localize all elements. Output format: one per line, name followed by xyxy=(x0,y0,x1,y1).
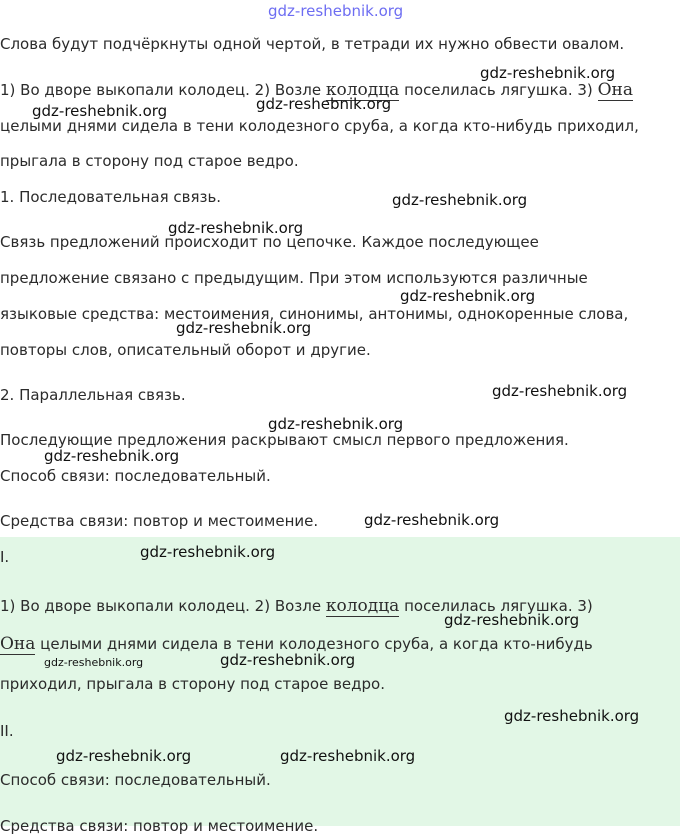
watermark: gdz-reshebnik.org xyxy=(44,656,144,669)
means-text: Средства связи: повтор и местоимение. xyxy=(0,512,319,530)
watermark: gdz-reshebnik.org xyxy=(492,382,628,400)
section-2-means-partial: Средства связи: повтор и местоимение. xyxy=(0,817,319,835)
intro-text: Слова будут подчёркнуты одной чертой, в тетради их нужно обвести овалом. xyxy=(0,35,625,53)
par-line-1: Последующие предложения раскрывают смысл первого предложения. xyxy=(0,431,569,449)
text-part: 1) Во дворе выкопали колодец. 2) Возле xyxy=(0,597,326,615)
seq-heading: 1. Последовательная связь. xyxy=(0,188,222,206)
method-text: Способ связи: последовательный. xyxy=(0,467,271,485)
watermark: gdz-reshebnik.org xyxy=(504,707,640,725)
watermark: gdz-reshebnik.org xyxy=(140,543,276,561)
text-part: 1) Во дворе выкопали колодец. 2) Возле xyxy=(0,81,326,99)
watermark-top: gdz-reshebnik.org xyxy=(268,2,404,20)
seq-line-4: повторы слов, описательный оборот и другие. xyxy=(0,341,371,359)
watermark: gdz-reshebnik.org xyxy=(256,95,392,113)
underlined-word: колодца xyxy=(325,596,400,616)
seq-line-3: языковые средства: местоимения, синонимы, антонимы, однокоренные слова, xyxy=(0,305,629,323)
watermark: gdz-reshebnik.org xyxy=(56,747,192,765)
text-line-3: прыгала в сторону под старое ведро. xyxy=(0,152,299,170)
watermark: gdz-reshebnik.org xyxy=(168,219,304,237)
watermark: gdz-reshebnik.org xyxy=(32,102,168,120)
watermark: gdz-reshebnik.org xyxy=(268,415,404,433)
seq-line-2: предложение связано с предыдущим. При этом используются различные xyxy=(0,269,588,287)
watermark: gdz-reshebnik.org xyxy=(220,651,356,669)
section-1-line-3: приходил, прыгала в сторону под старое ведро. xyxy=(0,675,385,693)
watermark: gdz-reshebnik.org xyxy=(176,319,312,337)
watermark: gdz-reshebnik.org xyxy=(280,747,416,765)
section-2-numeral: II. xyxy=(0,722,14,740)
watermark: gdz-reshebnik.org xyxy=(392,191,528,209)
text-part: поселилась лягушка. 3) xyxy=(399,597,593,615)
section-1-numeral: I. xyxy=(0,548,10,566)
underlined-word: колодца xyxy=(325,80,400,100)
seq-line-1: Связь предложений происходит по цепочке. Каждое последующее xyxy=(0,233,539,251)
watermark: gdz-reshebnik.org xyxy=(480,64,616,82)
watermark: gdz-reshebnik.org xyxy=(44,447,180,465)
par-heading: 2. Параллельная связь. xyxy=(0,386,186,404)
text-part: целыми днями сидела в тени колодезного сруба, а когда кто-нибудь xyxy=(35,635,593,653)
section-2-method: Способ связи: последовательный. xyxy=(0,771,271,789)
watermark: gdz-reshebnik.org xyxy=(364,511,500,529)
underlined-word: Она xyxy=(0,634,36,654)
watermark: gdz-reshebnik.org xyxy=(444,611,580,629)
watermark: gdz-reshebnik.org xyxy=(400,287,536,305)
text-line-2: целыми днями сидела в тени колодезного сруба, а когда кто-нибудь приходил, xyxy=(0,117,639,135)
text-part: поселилась лягушка. 3) xyxy=(399,81,598,99)
underlined-word: Она xyxy=(597,80,633,100)
